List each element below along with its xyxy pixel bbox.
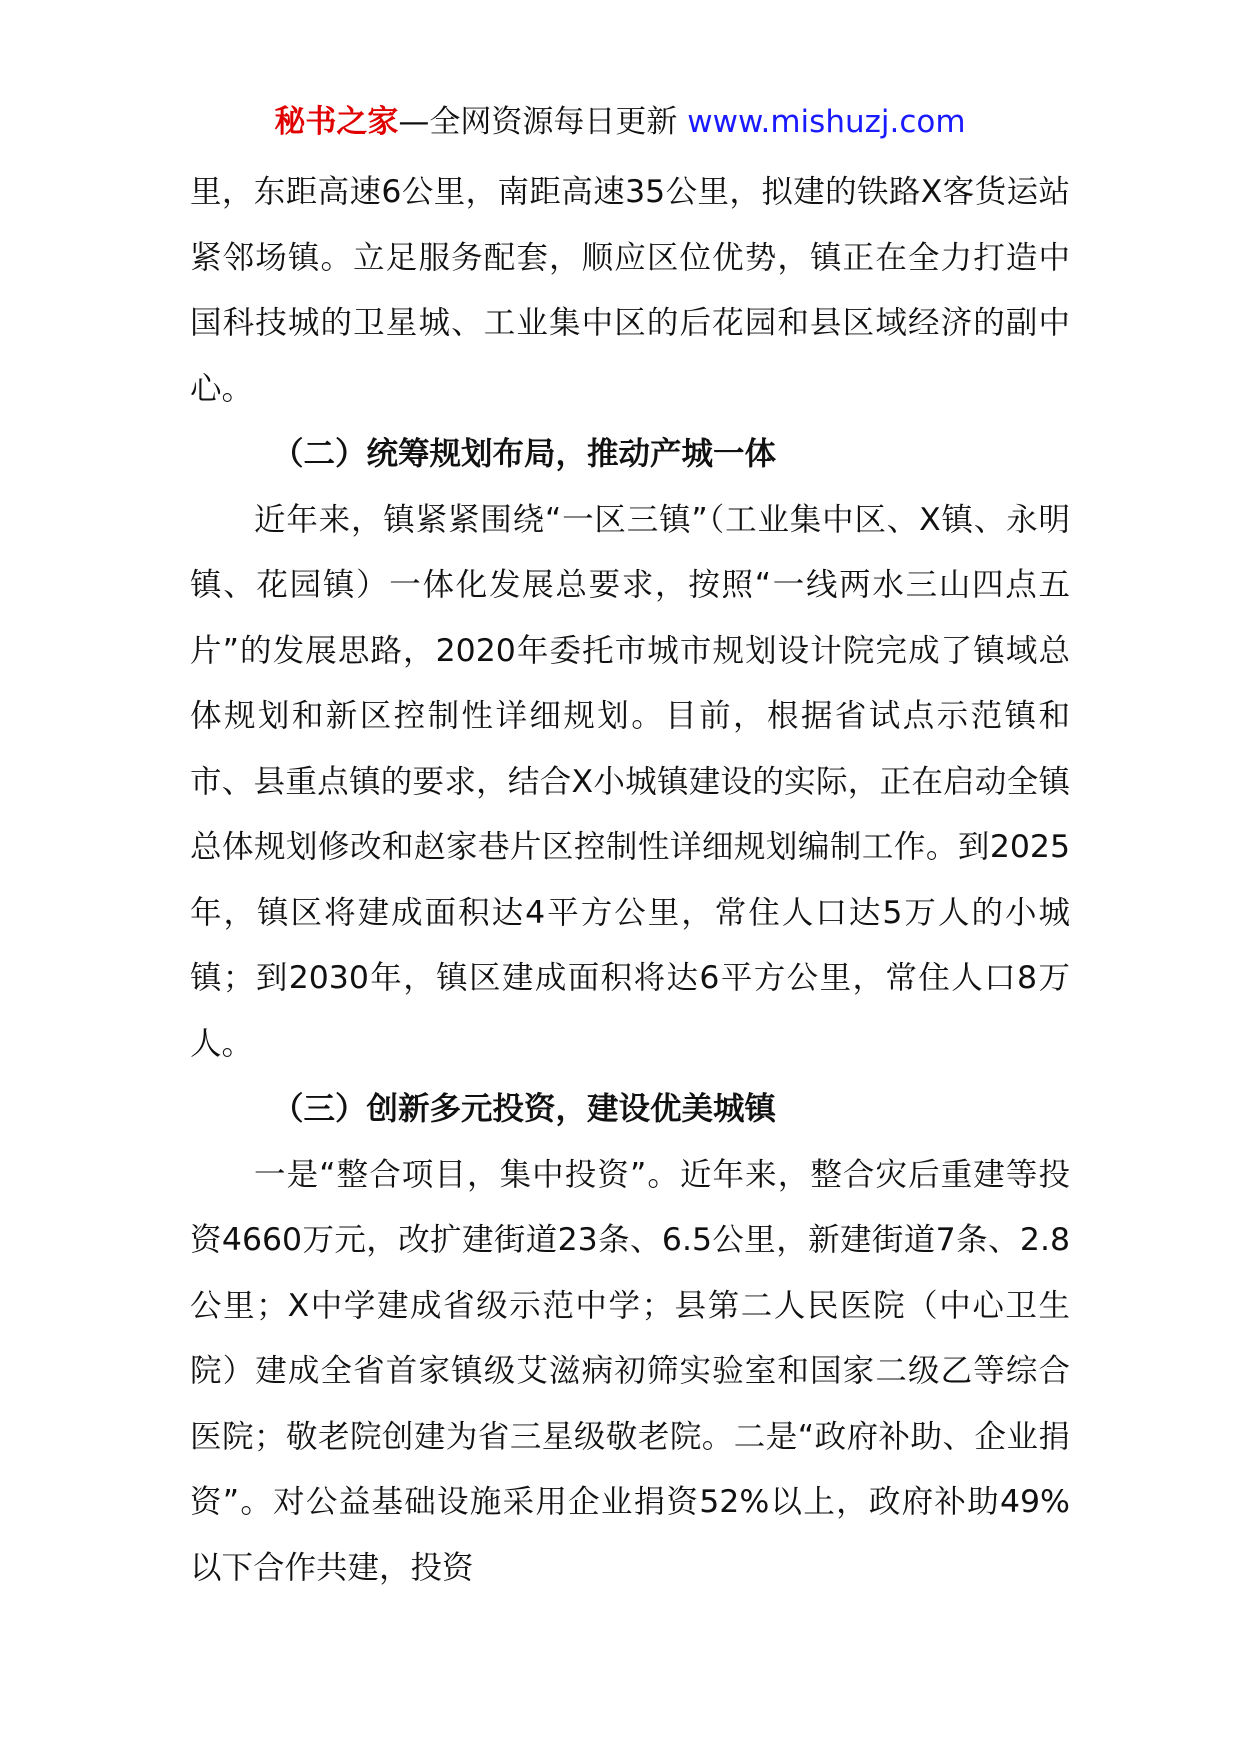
paragraph-1: 里，东距高速6公里，南距高速35公里，拟建的铁路X客货运站紧邻场镇。立足服务配套，顺应区位优势，镇正在全力打造中国科技城的卫星城、工业集中区的后花园和县区域经济的副中心。 [190,174,1070,407]
paragraph-2: 近年来，镇紧紧围绕“一区三镇”（工业集中区、X镇、永明镇、花园镇）一体化发展总要求，按照“一线两水三山四点五片”的发展思路，2020年委托市城市规划设计院完成了镇域总体规划和新区控制性详细规划。目前，根据省试点示范镇和市、县重点镇的要求，结合X小城镇建设的实际，正在启动全镇总体规划修改和赵家巷片区控制性详细规划编制工作。到2025年，镇区将建成面积达4平方公里，常住人口达5万人的小城镇；到2030年，镇区建成面积将达6平方公里，常住人口8万人。 [190,501,1070,1062]
paragraph-3: 一是“整合项目，集中投资”。近年来，整合灾后重建等投资4660万元，改扩建街道23条、6.5公里，新建街道7条、2.8公里；X中学建成省级示范中学；县第二人民医院（中心卫生院）建成全省首家镇级艾滋病初筛实验室和国家二级乙等综合医院；敬老院创建为省三星级敬老院。二是“政府补助、企业捐资”。对公益基础设施采用企业捐资52%以上，政府补助49%以下合作共建，投资 [190,1156,1070,1586]
section-heading-3: （三）创新多元投资，建设优美城镇 [272,1091,777,1127]
site-url[interactable]: www.mishuzj.com [687,104,966,140]
document-body [190,160,1070,1601]
site-brand: 秘书之家 [274,104,399,140]
site-tagline: —全网资源每日更新 [398,104,688,140]
site-header [0,100,1240,144]
section-heading-2: （二）统筹规划布局，推动产城一体 [272,436,777,472]
